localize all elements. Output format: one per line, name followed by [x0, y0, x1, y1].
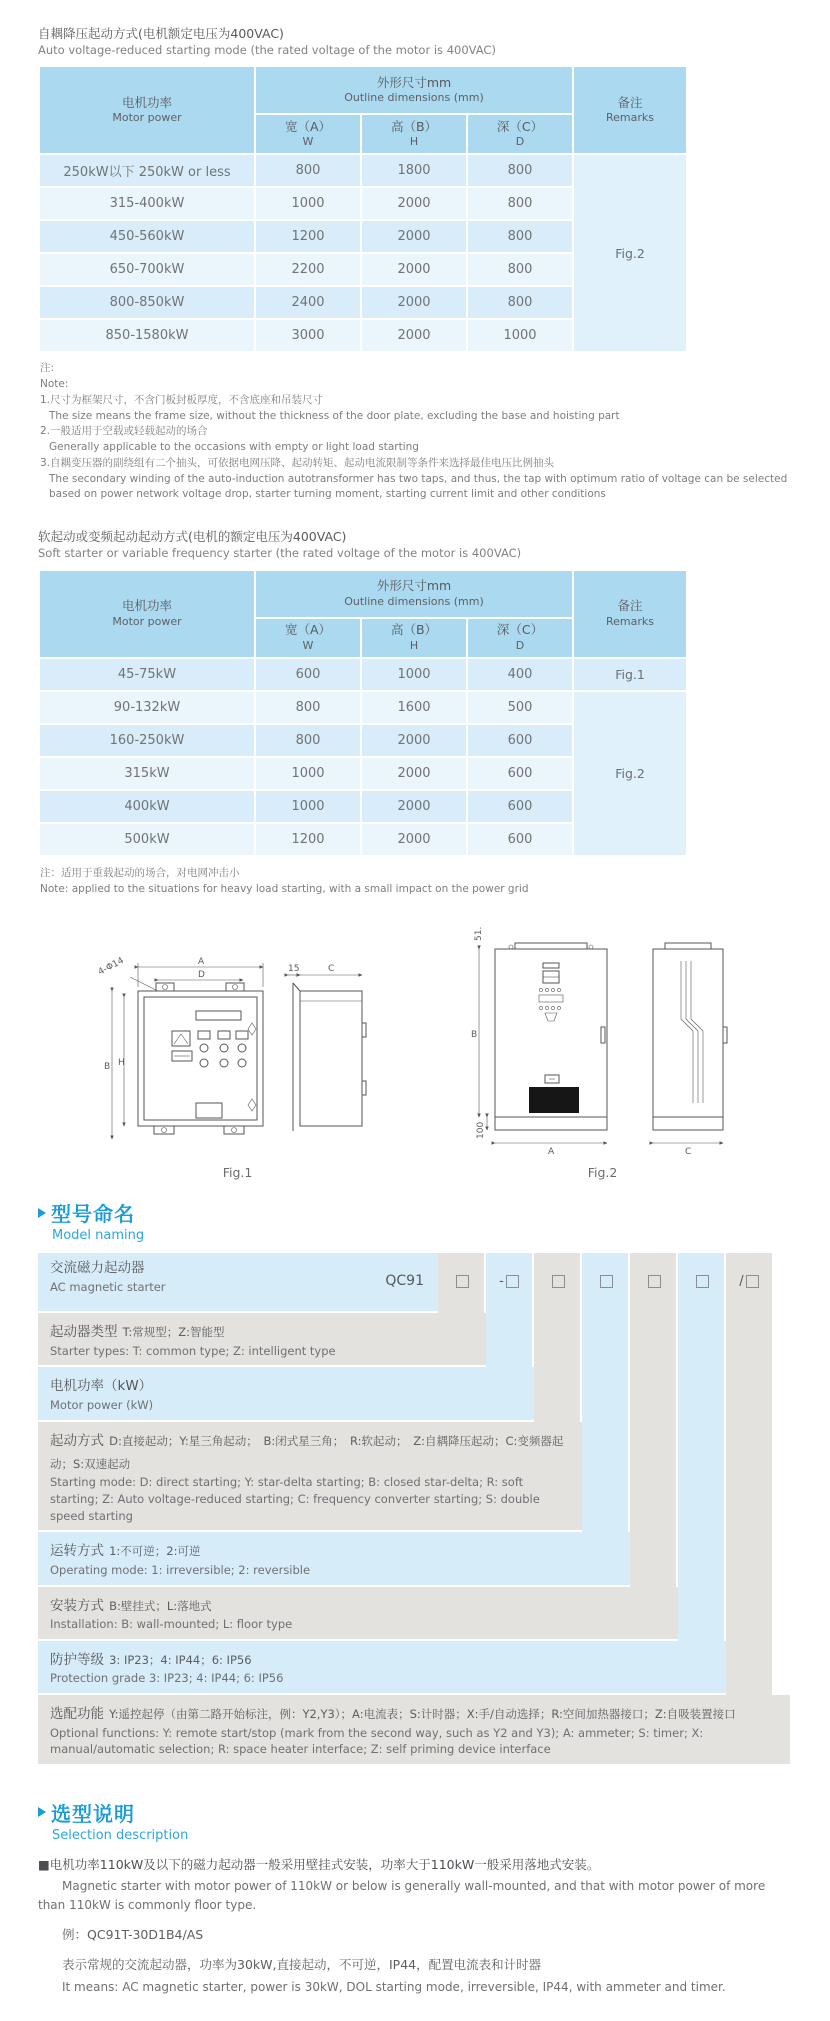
- product-name-zh: 交流磁力起动器: [50, 1260, 145, 1277]
- fig1-caption: Fig.1: [222, 1165, 253, 1181]
- cell-d: 600: [468, 791, 572, 822]
- naming-row-operating-mode: 运转方式 1:不可逆；2:可逆 Operating mode: 1: irreversible; 2: reversible: [38, 1532, 630, 1584]
- header-motor-power: 电机功率 Motor power: [40, 571, 254, 657]
- cell-power: 45-75kW: [40, 659, 254, 690]
- cell-h: 2000: [362, 320, 466, 351]
- header-outline-dimensions: 外形尺寸mm Outline dimensions (mm): [256, 571, 572, 617]
- cell-power: 160-250kW: [40, 725, 254, 756]
- cell-w: 1200: [256, 824, 360, 855]
- dim-label-a: A: [197, 957, 204, 968]
- cell-h: 2000: [362, 221, 466, 252]
- product-name-en: AC magnetic starter: [50, 1279, 166, 1294]
- code-box: [696, 1275, 709, 1288]
- fig2-wrap: [453, 927, 753, 1180]
- soft-table-note: [40, 865, 792, 898]
- note-label-en: Note:: [40, 378, 69, 391]
- dim-label-15: 15: [287, 964, 299, 975]
- naming-row-installation: 安装方式 B:壁挂式；L:落地式 Installation: B: wall-mounted; L: floor type: [38, 1587, 678, 1639]
- note-3-zh: 3.自耦变压器的副绕组有二个抽头，可依据电网压降、起动转矩、起动电流限制等条件来选择最佳电压比例抽头: [40, 456, 555, 469]
- dim-label-51-6: 51.6: [473, 927, 484, 942]
- code-box: [746, 1275, 759, 1288]
- cell-w: 800: [256, 155, 360, 186]
- naming-row-starter-type: 起动器类型 T:常规型；Z:智能型 Starter types: T: common type; Z: intelligent type: [38, 1313, 486, 1365]
- code-column-2: -: [486, 1253, 532, 1419]
- table-row: [40, 659, 686, 690]
- cell-h: 2000: [362, 824, 466, 855]
- naming-row-starting-mode: 起动方式 D:直接起动；Y:星三角起动； B:闭式星三角； R:软起动； Z:自耦降压起动；C:变频器起动；S:双速起动 Starting mode: D: direct starting; Y: star-delta starting; B: closed star-delta; R: soft starting; Z: Auto voltage-reduced starting; C: frequency converter starting; S: double speed starting: [38, 1422, 582, 1531]
- code-box: [600, 1275, 613, 1288]
- selection-example-code: 例：QC91T-30D1B4/AS: [62, 1927, 204, 1943]
- header-width: 宽（A） W: [256, 115, 360, 153]
- cell-w: 600: [256, 659, 360, 690]
- code-column-6: [678, 1253, 724, 1693]
- selection-item-zh: ■电机功率110kW及以下的磁力起动器一般采用壁挂式安装，功率大于110kW一般采用落地式安装。: [38, 1856, 600, 1872]
- cell-d: 500: [468, 692, 572, 723]
- cell-power: 800-850kW: [40, 287, 254, 318]
- arrow-icon: [38, 1208, 46, 1218]
- selection-title-zh: 选型说明: [51, 1801, 135, 1826]
- cell-d: 800: [468, 221, 572, 252]
- cell-power: 850-1580kW: [40, 320, 254, 351]
- cell-w: 800: [256, 692, 360, 723]
- selection-example-en: It means: AC magnetic starter, power is 30kW, DOL starting mode, irreversible, IP44, with ammeter and timer.: [62, 1980, 726, 1995]
- selection-title-en: Selection description: [52, 1827, 189, 1843]
- fig2-floor-cabinet-drawing: [453, 927, 753, 1159]
- cell-w: 3000: [256, 320, 360, 351]
- cell-d: 800: [468, 188, 572, 219]
- dim-label-c: C: [327, 964, 334, 975]
- arrow-icon: [38, 1807, 46, 1817]
- header-depth: 深（C） D: [468, 115, 572, 153]
- naming-row-protection-grade: 防护等级 3: IP23；4: IP44；6: IP56 Protection grade 3: IP23; 4: IP44; 6: IP56: [38, 1641, 726, 1693]
- note-2-zh: 2.一般适用于空载或轻载起动的场合: [40, 425, 208, 438]
- selection-item-en: Magnetic starter with motor power of 110kW or below is generally wall-mounted, and that with motor power of more than 110kW is commonly floor type.: [38, 1878, 766, 1913]
- cell-power: 315-400kW: [40, 188, 254, 219]
- note-label-zh: 注:: [40, 362, 55, 375]
- note-en: Note: applied to the situations for heavy load starting, with a small impact on the power grid: [40, 882, 529, 895]
- code-column-7: /: [726, 1253, 772, 1764]
- cell-power: 650-700kW: [40, 254, 254, 285]
- note-zh: 注：适用于重载起动的场合，对电网冲击小: [40, 866, 240, 879]
- note-1-en: The size means the frame size, without the thickness of the door plate, excluding the base and hoisting part: [49, 409, 620, 422]
- header-remarks: [574, 67, 686, 153]
- cell-power: 500kW: [40, 824, 254, 855]
- header-depth: 深（C） D: [468, 619, 572, 657]
- selection-body: [38, 1855, 792, 1998]
- dim-label-a: A: [547, 1147, 554, 1158]
- cell-remark-fig1: Fig.1: [574, 659, 686, 690]
- code-box: [648, 1275, 661, 1288]
- cell-h: 2000: [362, 287, 466, 318]
- cell-h: 2000: [362, 188, 466, 219]
- cell-power: 400kW: [40, 791, 254, 822]
- cell-power: 250kW以下 250kW or less: [40, 155, 254, 186]
- fig1-wrap: [78, 953, 398, 1180]
- header-remarks: 备注 Remarks: [574, 571, 686, 657]
- header-motor-power: [40, 67, 254, 153]
- dim-label-b: B: [103, 1062, 110, 1073]
- header-outline-en: Outline dimensions (mm): [344, 91, 484, 105]
- dim-label-100: 100: [475, 1121, 486, 1140]
- cell-h: 2000: [362, 725, 466, 756]
- soft-section-title-en: Soft starter or variable frequency starter (the rated voltage of the motor is 400VAC): [38, 546, 522, 561]
- cell-w: 1000: [256, 791, 360, 822]
- fig2-caption: Fig.2: [587, 1165, 618, 1181]
- cell-h: 2000: [362, 758, 466, 789]
- cell-power: 90-132kW: [40, 692, 254, 723]
- soft-dimensions-table: [38, 569, 688, 857]
- auto-dimensions-table: [38, 65, 688, 353]
- cell-w: 800: [256, 725, 360, 756]
- cell-d: 800: [468, 155, 572, 186]
- cell-remark-fig2: Fig.2: [574, 692, 686, 855]
- cell-h: 2000: [362, 791, 466, 822]
- header-remarks-en: Remarks: [606, 111, 654, 125]
- cell-d: 1000: [468, 320, 572, 351]
- header-remarks-zh: 备注: [617, 95, 643, 111]
- auto-section-title-zh: 自耦降压起动方式(电机额定电压为400VAC): [38, 26, 284, 41]
- cell-d: 800: [468, 254, 572, 285]
- model-code-prefix: QC91: [385, 1273, 424, 1290]
- cell-d: 800: [468, 287, 572, 318]
- outline-drawings: [38, 927, 792, 1180]
- dim-label-bolt: 4-Φ14: [96, 955, 126, 978]
- cell-w: 1000: [256, 188, 360, 219]
- model-naming-title-en: Model naming: [52, 1228, 145, 1244]
- header-width: 宽（A） W: [256, 619, 360, 657]
- note-1-zh: 1.尺寸为框架尺寸，不含门板封板厚度，不含底座和吊装尺寸: [40, 393, 324, 406]
- model-naming-header: [38, 1198, 792, 1243]
- header-height: 高（B） H: [362, 115, 466, 153]
- code-column-5: [630, 1253, 676, 1638]
- auto-table-notes: [40, 361, 792, 503]
- cell-h: 1800: [362, 155, 466, 186]
- dim-label-b: B: [470, 1030, 477, 1041]
- header-motor-power-en: Motor power: [112, 111, 182, 125]
- cell-w: 1000: [256, 758, 360, 789]
- fig1-wall-mounted-cabinet-drawing: [78, 953, 398, 1159]
- cell-d: 400: [468, 659, 572, 690]
- cell-power: 315kW: [40, 758, 254, 789]
- table-row: [40, 155, 686, 186]
- soft-section-title-zh: 软起动或变频起动起动方式(电机的额定电压为400VAC): [38, 529, 347, 545]
- header-outline-dimensions: [256, 67, 572, 113]
- cell-w: 2400: [256, 287, 360, 318]
- cell-d: 600: [468, 824, 572, 855]
- code-box: [456, 1275, 469, 1288]
- cell-h: 1000: [362, 659, 466, 690]
- note-3-en: The secondary winding of the auto-induction autotransformer has two taps, and thus, the tap with optimum ratio of voltage can be selected based on power network voltage drop, starter turning moment, starting current limit and other conditions: [49, 472, 788, 501]
- cell-power: 450-560kW: [40, 221, 254, 252]
- selection-example-zh: 表示常规的交流起动器，功率为30kW,直接起动，不可逆，IP44，配置电流表和计时器: [62, 1957, 542, 1973]
- header-outline-zh: 外形尺寸mm: [376, 75, 452, 91]
- dim-label-h: H: [117, 1058, 125, 1069]
- note-2-en: Generally applicable to the occasions with empty or light load starting: [49, 441, 419, 454]
- naming-row-motor-power: 电机功率（kW） Motor power (kW): [38, 1367, 534, 1419]
- selection-description-header: [38, 1798, 792, 1843]
- naming-row-optional-functions: 选配功能 Y:遥控起停（由第二路开始标注，例：Y2,Y3）；A:电流表；S:计时器；X:手/自动选择；R:空间加热器接口；Z:自吸装置接口 Optional functions: Y: remote start/stop (mark from the second way, such as Y2 and Y3); A: ammeter; S: timer; X: manual/automatic selection; R: space heater interface; Z: self priming device interface: [38, 1695, 790, 1764]
- cell-h: 1600: [362, 692, 466, 723]
- naming-row-product: [38, 1253, 438, 1311]
- cell-h: 2000: [362, 254, 466, 285]
- cell-w: 2200: [256, 254, 360, 285]
- table-row: [40, 692, 686, 723]
- cell-w: 1200: [256, 221, 360, 252]
- code-box: [552, 1275, 565, 1288]
- cell-d: 600: [468, 758, 572, 789]
- model-naming-title-zh: 型号命名: [51, 1202, 135, 1227]
- header-motor-power-zh: 电机功率: [121, 95, 172, 111]
- model-naming-diagram: [38, 1253, 790, 1764]
- dim-label-c: C: [684, 1147, 691, 1158]
- dim-label-d: D: [197, 970, 205, 981]
- header-height: 高（B） H: [362, 619, 466, 657]
- cell-remark-fig2: Fig.2: [574, 155, 686, 351]
- auto-section-title-en: Auto voltage-reduced starting mode (the rated voltage of the motor is 400VAC): [38, 42, 496, 57]
- cell-d: 600: [468, 725, 572, 756]
- code-box: [506, 1275, 519, 1288]
